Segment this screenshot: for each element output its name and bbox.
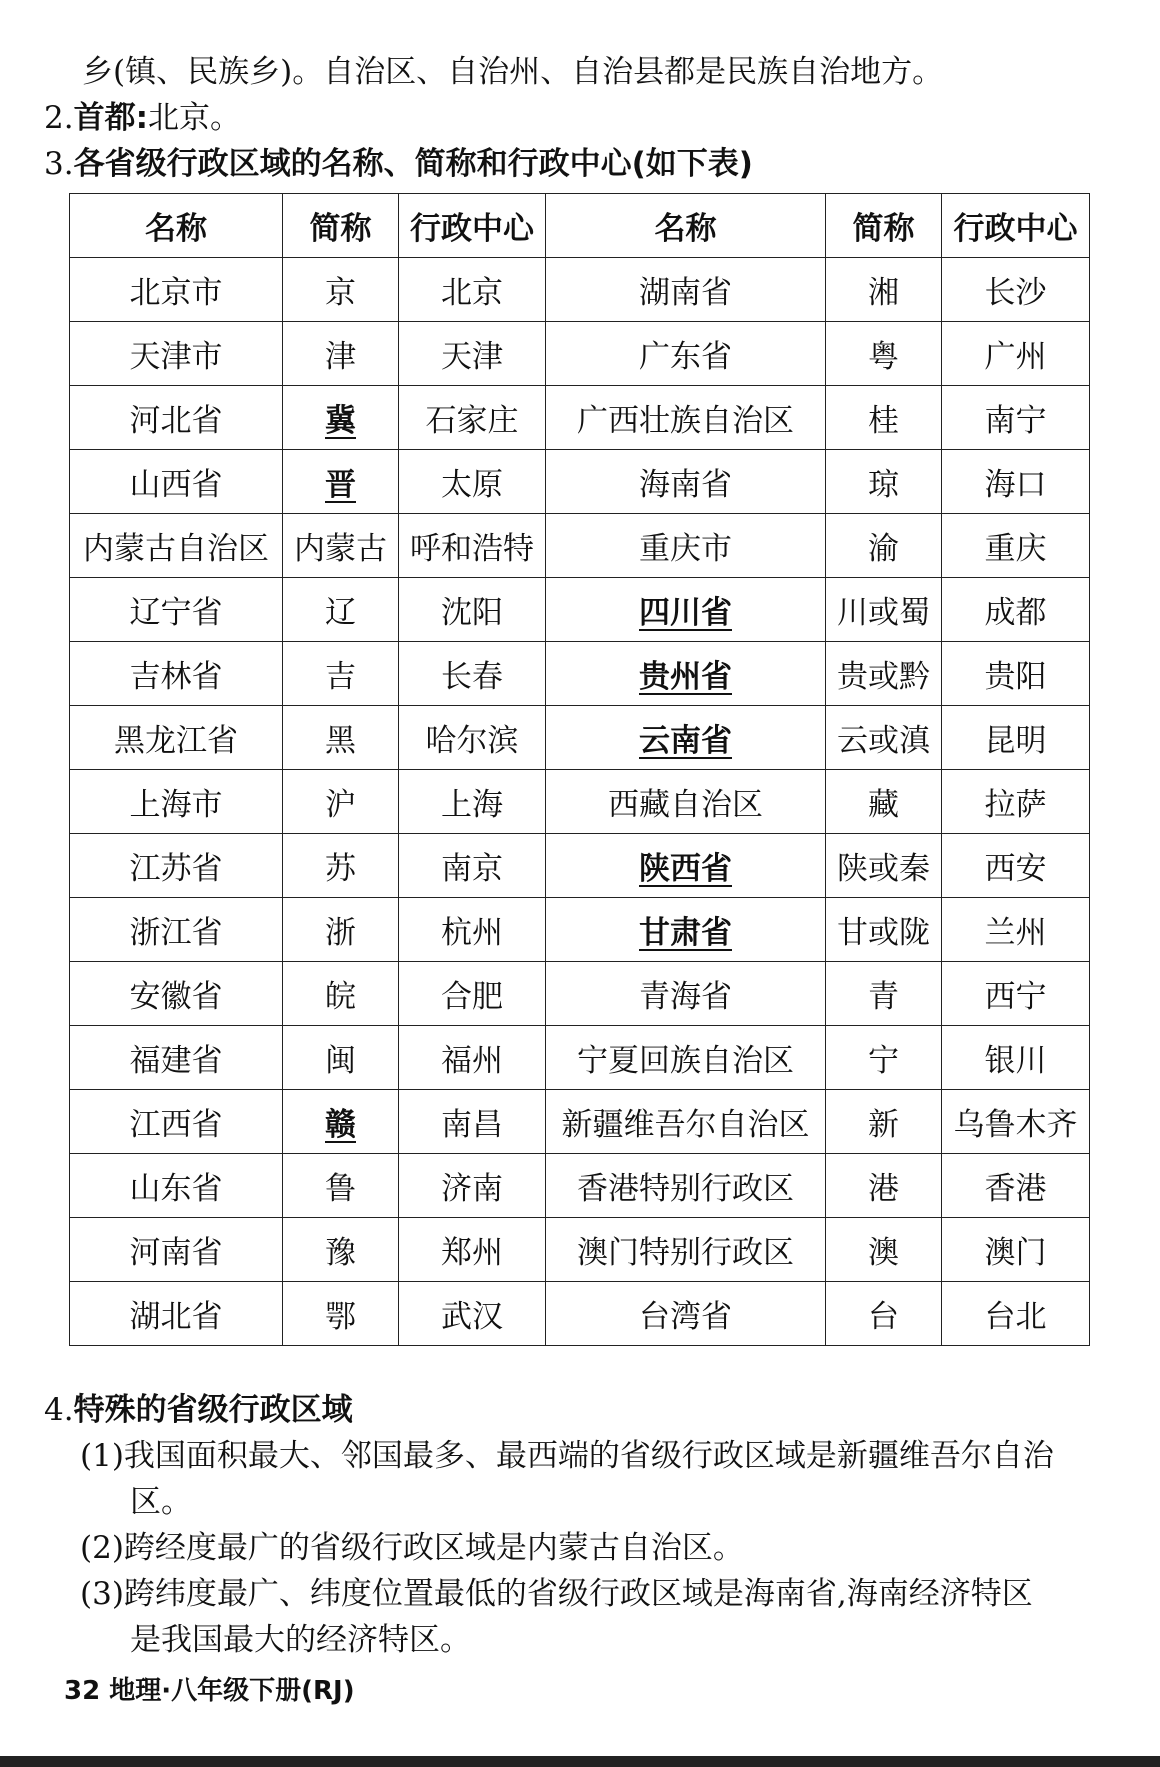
table-row — [70, 514, 1090, 578]
table-cell: 南宁 — [942, 386, 1090, 450]
table-cell: 台 — [826, 1282, 942, 1346]
header-cell: 行政中心 — [942, 194, 1090, 258]
table-heading-number: 3. — [44, 146, 74, 182]
special-number: 4. — [44, 1392, 74, 1428]
special-item-2-text: 跨经度最广的省级行政区域是内蒙古自治区。 — [123, 1530, 744, 1566]
table-cell: 湖南省 — [546, 258, 826, 322]
table-cell: 南昌 — [399, 1090, 546, 1154]
table-cell: 广州 — [942, 322, 1090, 386]
special-item-3-text: 跨纬度最广、纬度位置最低的省级行政区域是海南省,海南经济特区 — [123, 1576, 1033, 1612]
table-row — [70, 322, 1090, 386]
table-cell: 皖 — [283, 962, 399, 1026]
intro-line: 乡(镇、民族乡)。自治区、自治州、自治县都是民族自治地方。 — [82, 54, 944, 90]
table-cell: 郑州 — [399, 1218, 546, 1282]
table-cell: 长沙 — [942, 258, 1090, 322]
table-row — [70, 962, 1090, 1026]
page-footer: 32 地理·八年级下册(RJ) — [64, 1676, 355, 1706]
capital-label: 首都: — [73, 100, 148, 136]
table-cell: 四川省 — [546, 578, 826, 642]
table-cell: 重庆市 — [546, 514, 826, 578]
table-cell: 鲁 — [283, 1154, 399, 1218]
table-cell: 贵阳 — [942, 642, 1090, 706]
table-cell: 台湾省 — [546, 1282, 826, 1346]
table-cell: 重庆 — [942, 514, 1090, 578]
table-cell: 澳 — [826, 1218, 942, 1282]
table-row — [70, 706, 1090, 770]
table-cell: 长春 — [399, 642, 546, 706]
header-cell: 简称 — [826, 194, 942, 258]
table-cell: 云南省 — [546, 706, 826, 770]
table-cell: 内蒙古自治区 — [70, 514, 283, 578]
table-cell: 川或蜀 — [826, 578, 942, 642]
table-cell: 上海市 — [70, 770, 283, 834]
table-cell: 乌鲁木齐 — [942, 1090, 1090, 1154]
table-cell: 内蒙古 — [283, 514, 399, 578]
table-cell: 陕或秦 — [826, 834, 942, 898]
special-item-2 — [80, 1528, 744, 1568]
table-cell: 青海省 — [546, 962, 826, 1026]
table-cell: 青 — [826, 962, 942, 1026]
table-cell: 宁夏回族自治区 — [546, 1026, 826, 1090]
table-row — [70, 770, 1090, 834]
table-cell: 拉萨 — [942, 770, 1090, 834]
table-cell: 香港 — [942, 1154, 1090, 1218]
table-cell: 陕西省 — [546, 834, 826, 898]
table-cell: 哈尔滨 — [399, 706, 546, 770]
table-cell: 粤 — [826, 322, 942, 386]
table-row — [70, 578, 1090, 642]
table-cell: 江苏省 — [70, 834, 283, 898]
table-cell: 香港特别行政区 — [546, 1154, 826, 1218]
table-cell: 福州 — [399, 1026, 546, 1090]
table-cell: 辽宁省 — [70, 578, 283, 642]
special-item-2-number: (2) — [80, 1530, 124, 1566]
table-cell: 闽 — [283, 1026, 399, 1090]
table-cell: 武汉 — [399, 1282, 546, 1346]
table-cell: 黑龙江省 — [70, 706, 283, 770]
table-cell: 新疆维吾尔自治区 — [546, 1090, 826, 1154]
header-cell: 名称 — [546, 194, 826, 258]
table-row — [70, 1218, 1090, 1282]
table-row — [70, 258, 1090, 322]
table-row — [70, 386, 1090, 450]
table-cell: 河北省 — [70, 386, 283, 450]
table-cell: 成都 — [942, 578, 1090, 642]
table-heading — [44, 144, 753, 184]
table-cell: 豫 — [283, 1218, 399, 1282]
table-cell: 山西省 — [70, 450, 283, 514]
table-cell: 津 — [283, 322, 399, 386]
table-cell: 合肥 — [399, 962, 546, 1026]
special-item-3 — [80, 1574, 1033, 1614]
table-cell: 沈阳 — [399, 578, 546, 642]
table-cell: 澳门特别行政区 — [546, 1218, 826, 1282]
table-cell: 北京市 — [70, 258, 283, 322]
table-cell: 贵或黔 — [826, 642, 942, 706]
table-row — [70, 834, 1090, 898]
table-cell: 辽 — [283, 578, 399, 642]
table-cell: 江西省 — [70, 1090, 283, 1154]
table-cell: 济南 — [399, 1154, 546, 1218]
table-cell: 黑 — [283, 706, 399, 770]
table-cell: 广西壮族自治区 — [546, 386, 826, 450]
table-cell: 杭州 — [399, 898, 546, 962]
province-table — [69, 193, 1090, 1346]
table-cell: 湖北省 — [70, 1282, 283, 1346]
table-cell: 湘 — [826, 258, 942, 322]
special-item-1-text: 我国面积最大、邻国最多、最西端的省级行政区域是新疆维吾尔自治 — [123, 1438, 1054, 1474]
table-cell: 西宁 — [942, 962, 1090, 1026]
table-cell: 琼 — [826, 450, 942, 514]
table-cell: 赣 — [283, 1090, 399, 1154]
table-cell: 京 — [283, 258, 399, 322]
table-cell: 上海 — [399, 770, 546, 834]
bottom-bar — [0, 1756, 1160, 1767]
table-cell: 山东省 — [70, 1154, 283, 1218]
special-heading — [44, 1390, 353, 1430]
table-row — [70, 450, 1090, 514]
table-cell: 宁 — [826, 1026, 942, 1090]
table-cell: 吉 — [283, 642, 399, 706]
table-cell: 新 — [826, 1090, 942, 1154]
table-row — [70, 1026, 1090, 1090]
table-cell: 台北 — [942, 1282, 1090, 1346]
table-cell: 呼和浩特 — [399, 514, 546, 578]
header-cell: 名称 — [70, 194, 283, 258]
table-cell: 南京 — [399, 834, 546, 898]
table-cell: 桂 — [826, 386, 942, 450]
table-cell: 北京 — [399, 258, 546, 322]
table-cell: 港 — [826, 1154, 942, 1218]
table-cell: 广东省 — [546, 322, 826, 386]
table-cell: 昆明 — [942, 706, 1090, 770]
capital-number: 2. — [44, 100, 74, 136]
capital-line — [44, 98, 241, 138]
header-cell: 简称 — [283, 194, 399, 258]
table-cell: 太原 — [399, 450, 546, 514]
table-cell: 西安 — [942, 834, 1090, 898]
special-item-1-number: (1) — [80, 1438, 124, 1474]
table-cell: 澳门 — [942, 1218, 1090, 1282]
special-item-1 — [80, 1436, 1054, 1476]
table-cell: 沪 — [283, 770, 399, 834]
special-item-1-cont: 区。 — [130, 1484, 192, 1520]
table-heading-text: 各省级行政区域的名称、简称和行政中心(如下表) — [73, 146, 753, 182]
table-cell: 甘或陇 — [826, 898, 942, 962]
table-cell: 浙 — [283, 898, 399, 962]
special-item-3-cont: 是我国最大的经济特区。 — [130, 1622, 471, 1658]
special-item-3-number: (3) — [80, 1576, 124, 1612]
table-cell: 海口 — [942, 450, 1090, 514]
table-cell: 河南省 — [70, 1218, 283, 1282]
table-cell: 鄂 — [283, 1282, 399, 1346]
table-cell: 晋 — [283, 450, 399, 514]
table-cell: 西藏自治区 — [546, 770, 826, 834]
table-cell: 兰州 — [942, 898, 1090, 962]
table-cell: 安徽省 — [70, 962, 283, 1026]
table-header-row — [70, 194, 1090, 258]
table-row — [70, 1282, 1090, 1346]
table-cell: 福建省 — [70, 1026, 283, 1090]
table-cell: 天津 — [399, 322, 546, 386]
table-cell: 浙江省 — [70, 898, 283, 962]
table-cell: 贵州省 — [546, 642, 826, 706]
table-cell: 云或滇 — [826, 706, 942, 770]
table-cell: 银川 — [942, 1026, 1090, 1090]
table-row — [70, 642, 1090, 706]
table-cell: 天津市 — [70, 322, 283, 386]
table-row — [70, 898, 1090, 962]
table-cell: 渝 — [826, 514, 942, 578]
table-cell: 石家庄 — [399, 386, 546, 450]
table-cell: 吉林省 — [70, 642, 283, 706]
table-row — [70, 1154, 1090, 1218]
header-cell: 行政中心 — [399, 194, 546, 258]
table-cell: 甘肃省 — [546, 898, 826, 962]
special-title: 特殊的省级行政区域 — [73, 1392, 353, 1428]
table-cell: 冀 — [283, 386, 399, 450]
table-cell: 苏 — [283, 834, 399, 898]
capital-value: 北京。 — [147, 100, 241, 136]
table-row — [70, 1090, 1090, 1154]
table-cell: 海南省 — [546, 450, 826, 514]
table-cell: 藏 — [826, 770, 942, 834]
